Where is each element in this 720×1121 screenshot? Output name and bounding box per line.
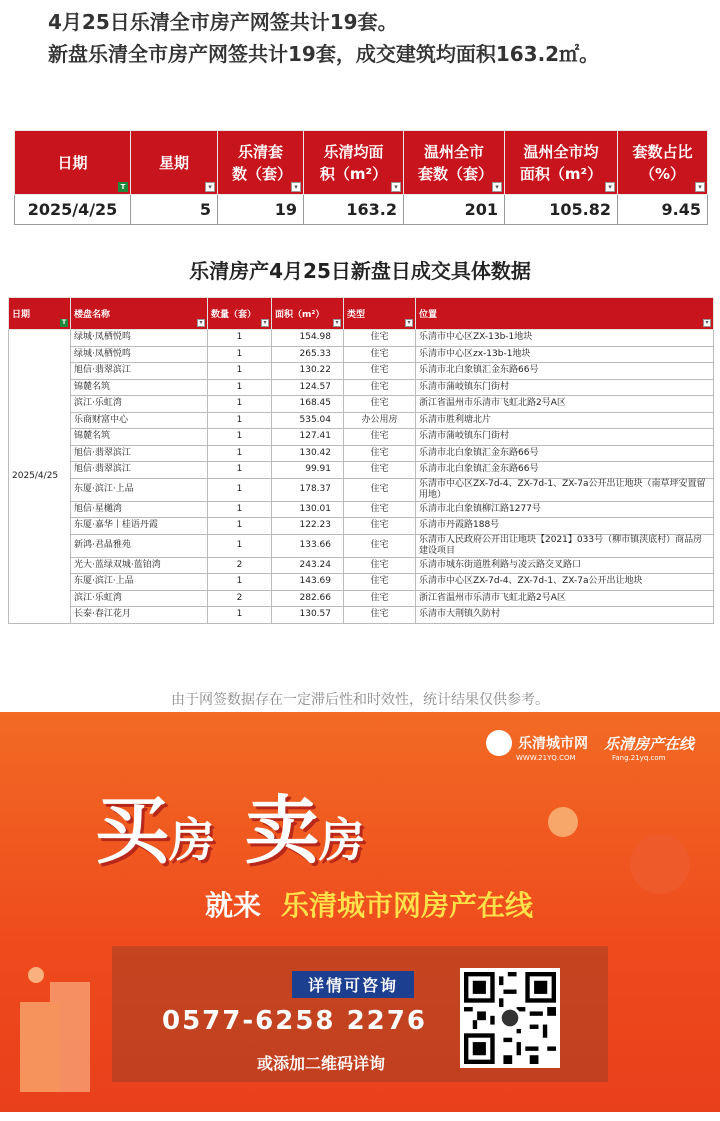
area-cell: 535.04: [272, 412, 344, 429]
decor-circle: [630, 834, 690, 894]
count-cell: 1: [208, 330, 272, 347]
project-name-cell: 新鸿·君晶雅苑: [71, 534, 208, 557]
location-cell: 乐清市中心区zx-13b-1地块: [416, 346, 714, 363]
dropdown-icon[interactable]: ▾: [492, 182, 502, 192]
decor-circle: [548, 807, 578, 837]
building-decor: [20, 1002, 60, 1092]
count-cell: 2: [208, 590, 272, 607]
filter-active-icon[interactable]: T: [61, 319, 67, 326]
table-row: [9, 363, 714, 380]
banner-subline: [205, 884, 533, 924]
intro-line-2: 新盘乐清全市房产网签共计19套，成交建筑均面积163.2㎡。: [48, 42, 600, 66]
table-row: [9, 478, 714, 501]
location-cell: 乐清市人民政府公开出让地块【2021】033号（柳市镇浃底村）商品房建设项目: [416, 534, 714, 557]
dropdown-icon[interactable]: ▾: [391, 182, 401, 192]
location-cell: 乐清市丹霞路188号: [416, 518, 714, 535]
type-cell: 住宅: [344, 363, 416, 380]
location-cell: 乐清市蒲岐镇东门街村: [416, 379, 714, 396]
intro-text: [48, 6, 599, 70]
contact-panel: [112, 946, 608, 1082]
project-name-cell: 绿城·凤栖悦鸣: [71, 330, 208, 347]
headline-char: 房: [319, 813, 365, 867]
decor-circle: [28, 967, 44, 983]
logo-sub-1: WWW.21YQ.COM: [516, 754, 576, 762]
summary-table: [14, 130, 708, 225]
table-row: [9, 396, 714, 413]
summary-date: 2025/4/25: [15, 195, 131, 225]
summary-yq-area: 163.2: [304, 195, 404, 225]
project-name-cell: 旭信·星樾湾: [71, 501, 208, 518]
count-cell: 1: [208, 445, 272, 462]
detail-header-row: [9, 298, 714, 330]
area-cell: 99.91: [272, 462, 344, 479]
area-cell: 124.57: [272, 379, 344, 396]
summary-wz-count: 201: [404, 195, 505, 225]
project-name-cell: 光大·蓝绿双城·蓝铂湾: [71, 557, 208, 574]
table-row: [9, 607, 714, 624]
table-row: [9, 557, 714, 574]
table-row: [9, 518, 714, 535]
type-cell: 住宅: [344, 330, 416, 347]
count-cell: 1: [208, 478, 272, 501]
dropdown-icon[interactable]: ▾: [205, 182, 215, 192]
type-cell: 住宅: [344, 607, 416, 624]
location-cell: 乐清市中心区ZX-7d-4、ZX-7d-1、ZX-7a公开出让地块（南草坪安置留用地）: [416, 478, 714, 501]
type-cell: 住宅: [344, 462, 416, 479]
table-row: [9, 346, 714, 363]
location-cell: 浙江省温州市乐清市飞虹北路2号A区: [416, 396, 714, 413]
banner-logo: [486, 730, 694, 756]
table-row: [9, 429, 714, 446]
type-cell: 住宅: [344, 445, 416, 462]
summary-header-yq-count[interactable]: 乐清套数（套） ▾: [218, 131, 304, 195]
project-name-cell: 绿城·凤栖悦鸣: [71, 346, 208, 363]
detail-title: 乐清房产4月25日新盘日成交具体数据: [189, 259, 531, 283]
type-cell: 住宅: [344, 396, 416, 413]
banner-headline: [95, 772, 365, 878]
project-name-cell: 旭信·翡翠滨江: [71, 445, 208, 462]
location-cell: 乐清市北白象镇汇金东路66号: [416, 445, 714, 462]
count-cell: 1: [208, 396, 272, 413]
summary-header-weekday[interactable]: 星期 ▾: [131, 131, 218, 195]
count-cell: 1: [208, 412, 272, 429]
dropdown-icon[interactable]: ▾: [197, 319, 205, 327]
type-cell: 住宅: [344, 478, 416, 501]
detail-header-area[interactable]: 面积（m²） ▾: [272, 298, 344, 330]
location-cell: 乐清市城东街道胜利路与凌云路交叉路口: [416, 557, 714, 574]
summary-row: [15, 195, 708, 225]
detail-header-location[interactable]: 位置 ▾: [416, 298, 714, 330]
table-row: [9, 462, 714, 479]
project-name-cell: 东厦·嘉华丨桂语丹霞: [71, 518, 208, 535]
dropdown-icon[interactable]: ▾: [261, 319, 269, 327]
dropdown-icon[interactable]: ▾: [695, 182, 705, 192]
count-cell: 1: [208, 574, 272, 591]
location-cell: 乐清市胜利塘北片: [416, 412, 714, 429]
headline-char: 卖: [245, 788, 319, 874]
table-row: [9, 379, 714, 396]
detail-date-cell: 2025/4/25: [9, 330, 71, 624]
type-cell: 住宅: [344, 574, 416, 591]
summary-header-wz-area[interactable]: 温州全市均面积（m²） ▾: [505, 131, 618, 195]
project-name-cell: 滨江·乐虹湾: [71, 396, 208, 413]
qr-code[interactable]: [460, 968, 560, 1068]
summary-yq-count: 19: [218, 195, 304, 225]
area-cell: 122.23: [272, 518, 344, 535]
detail-header-date[interactable]: 日期 T: [9, 298, 71, 330]
type-cell: 住宅: [344, 518, 416, 535]
location-cell: 乐清市北白象镇汇金东路66号: [416, 363, 714, 380]
ask-badge: 详情可咨询: [292, 971, 414, 998]
area-cell: 130.57: [272, 607, 344, 624]
area-cell: 130.42: [272, 445, 344, 462]
logo-sub-2: Fang.21yq.com: [612, 754, 666, 762]
count-cell: 1: [208, 607, 272, 624]
location-cell: 浙江省温州市乐清市飞虹北路2号A区: [416, 590, 714, 607]
table-row: [9, 574, 714, 591]
count-cell: 1: [208, 429, 272, 446]
table-row: [9, 534, 714, 557]
type-cell: 住宅: [344, 557, 416, 574]
dropdown-icon[interactable]: ▾: [605, 182, 615, 192]
type-cell: 住宅: [344, 379, 416, 396]
summary-wz-area: 105.82: [505, 195, 618, 225]
table-row: [9, 590, 714, 607]
table-row: [9, 330, 714, 347]
promo-banner[interactable]: [0, 712, 720, 1112]
table-row: [9, 412, 714, 429]
summary-header-row: [15, 131, 708, 195]
location-cell: 乐清市北白象镇汇金东路66号: [416, 462, 714, 479]
area-cell: 282.66: [272, 590, 344, 607]
area-cell: 265.33: [272, 346, 344, 363]
qr-hint: 或添加二维码详询: [257, 1054, 386, 1073]
logo-swirl-icon: [486, 730, 512, 756]
count-cell: 1: [208, 379, 272, 396]
location-cell: 乐清市北白象镇柳江路1277号: [416, 501, 714, 518]
detail-header-count[interactable]: 数量（套） ▾: [208, 298, 272, 330]
dropdown-icon[interactable]: ▾: [405, 319, 413, 327]
qr-code-icon: [464, 972, 556, 1064]
area-cell: 127.41: [272, 429, 344, 446]
location-cell: 乐清市大荆镇久防村: [416, 607, 714, 624]
count-cell: 1: [208, 462, 272, 479]
area-cell: 130.01: [272, 501, 344, 518]
location-cell: 乐清市中心区ZX-7d-4、ZX-7d-1、ZX-7a公开出让地块: [416, 574, 714, 591]
phone-number[interactable]: 0577-6258 2276: [162, 1006, 427, 1036]
project-name-cell: 东厦·滨江·上品: [71, 574, 208, 591]
table-row: [9, 501, 714, 518]
count-cell: 2: [208, 557, 272, 574]
subline-brand: 乐清城市网房产在线: [281, 889, 534, 922]
detail-header-type[interactable]: 类型 ▾: [344, 298, 416, 330]
summary-header-yq-area[interactable]: 乐清均面积（m²） ▾: [304, 131, 404, 195]
project-name-cell: 锦麓名筑: [71, 379, 208, 396]
count-cell: 1: [208, 363, 272, 380]
detail-body: [9, 330, 714, 624]
project-name-cell: 旭信·翡翠滨江: [71, 363, 208, 380]
count-cell: 1: [208, 501, 272, 518]
type-cell: 住宅: [344, 590, 416, 607]
intro-line-1: 4月25日乐清全市房产网签共计19套。: [48, 10, 398, 34]
project-name-cell: 滨江·乐虹湾: [71, 590, 208, 607]
location-cell: 乐清市中心区ZX-13b-1地块: [416, 330, 714, 347]
project-name-cell: 长泰·春江花月: [71, 607, 208, 624]
area-cell: 130.22: [272, 363, 344, 380]
summary-weekday: 5: [131, 195, 218, 225]
table-row: [9, 445, 714, 462]
headline-char: 买: [95, 788, 169, 874]
summary-header-date[interactable]: 日期 T: [15, 131, 131, 195]
subline-prefix: 就来: [205, 889, 262, 922]
disclaimer-note: 由于网签数据存在一定滞后性和时效性，统计结果仅供参考。: [171, 692, 549, 708]
dropdown-icon[interactable]: ▾: [291, 182, 301, 192]
type-cell: 住宅: [344, 429, 416, 446]
logo-text-2: 乐清房产在线: [604, 734, 695, 753]
type-cell: 住宅: [344, 501, 416, 518]
project-name-cell: 锦麓名筑: [71, 429, 208, 446]
dropdown-icon[interactable]: ▾: [333, 319, 341, 327]
type-cell: 办公用房: [344, 412, 416, 429]
project-name-cell: 旭信·翡翠滨江: [71, 462, 208, 479]
area-cell: 154.98: [272, 330, 344, 347]
summary-header-ratio[interactable]: 套数占比（%） ▾: [618, 131, 708, 195]
type-cell: 住宅: [344, 346, 416, 363]
summary-header-wz-count[interactable]: 温州全市套数（套） ▾: [404, 131, 505, 195]
filter-active-icon[interactable]: T: [118, 182, 128, 192]
count-cell: 1: [208, 346, 272, 363]
location-cell: 乐清市蒲岐镇东门街村: [416, 429, 714, 446]
area-cell: 133.66: [272, 534, 344, 557]
count-cell: 1: [208, 518, 272, 535]
area-cell: 178.37: [272, 478, 344, 501]
count-cell: 1: [208, 534, 272, 557]
headline-char: 房: [169, 813, 215, 867]
project-name-cell: 乐商财富中心: [71, 412, 208, 429]
type-cell: 住宅: [344, 534, 416, 557]
project-name-cell: 东厦·滨江·上品: [71, 478, 208, 501]
summary-ratio: 9.45: [618, 195, 708, 225]
area-cell: 243.24: [272, 557, 344, 574]
logo-text-1: 乐清城市网: [518, 736, 588, 752]
dropdown-icon[interactable]: ▾: [703, 319, 711, 327]
area-cell: 168.45: [272, 396, 344, 413]
detail-table: [8, 297, 714, 624]
area-cell: 143.69: [272, 574, 344, 591]
detail-header-name[interactable]: 楼盘名称 ▾: [71, 298, 208, 330]
